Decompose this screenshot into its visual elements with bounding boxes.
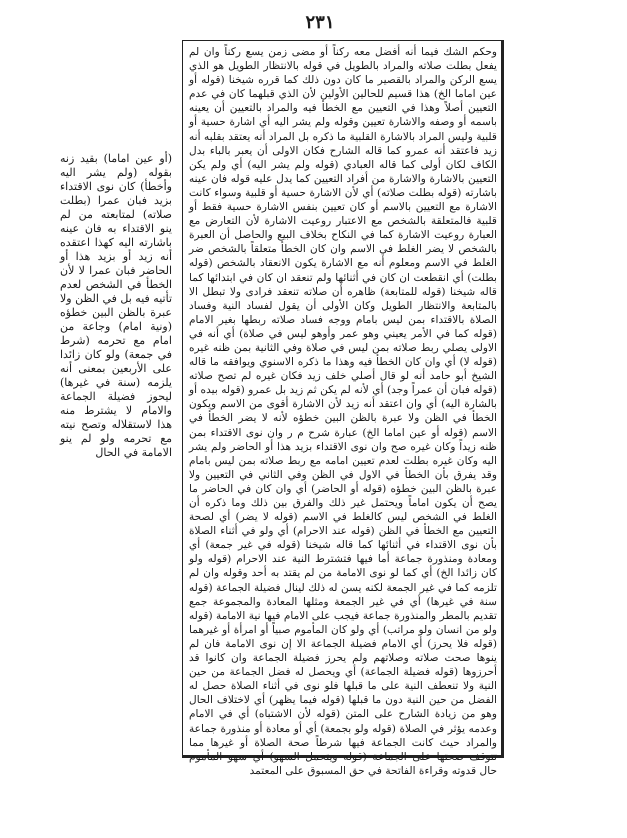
commentary-paragraph: وحكم الشك فيما أنه أفضل معه ركناً أو مضى زمن يسع ركناً وان لم يفعل بطلت صلاته والمراد بالطويل في قوله بالانتظار الطويل هو الذي يسع الركن والمراد بالقصير ما كان دون ذلك كما قرره شيخنا (قوله أو عين اماما الخ) هذا قسيم للحالين الأولين لأن الذي قبلهما كان في عدم التعيين أصلاً وهذا في التعيين مع الخطأ فيه والمراد بالتعيين أن يعينه باسمه أو وصفه والاشارة تعيين وقوله ولم يشر اليه أي اشارة حسية أو قلبية وليس المراد بالاشارة القلبية ما ذكره بل المراد أنه يعتقد بقلبه أنه زيد فاعتقد أنه عمرو كما قاله الشارح فكان الاولى أن يعبر بالباء بدل الكاف لكان أولى كما قاله العبادي (قوله ولم يشر اليه) أي ولم يكن التعيين بالاشارة والاشارة من أفراد التعيين كما يدل عليه قوله فان عينه باشارته (قوله بطلت صلاته) أي لأن الاشارة حسية أو قلبية وسواء كانت الاشارة مع التعيين بالاسم أو كان تعيين بنفس الاشارة حسية فقط أو قلبية فالمتعلقة بالشخص مع الاعتبار روعيت الاشارة لأن التعارض مع العبارة روعيت الاشارة كما في النكاح بخلاف البيع والحاصل أن العبرة بالشخص لا يضر الغلط في الاسم وان كان الخطأ متعلقاً بالشخص ضر الغلط في الاسم ومعلوم أنه مع الاشارة يكون الانعقاد بالشخص (قوله بطلت) أي انقطعت ان كان في أثنائها ولم تنعقد ان كان في ابتدائها كما قاله شيخنا (قوله للمتابعة) ظاهره أن صلاته تنعقد فرادى ولا تبطل الا بالمتابعة والانتظار الطويل وكان الأولى أن يقول لفساد النية وفساد الصلاة بالاقتداء بمن ليس بامام ووجه فساد صلاته ربطها بغير الامام (قوله كما في الأمر يعيني وهو عمر وأوهو ليس في صلاة) أي أنه في الاولى يصلي ربط صلاته بمن ليس في صلاة وفي الثانية بمن ظنه غيره (قوله لا) أي وان كان الخطأ فيه وهذا ما ذكره الاسنوي ويوافقه ما قاله الشيخ أبو حامد أنه لو قال أصلي خلف زيد فكان غيره لم تصح صلاته (قوله فبان أن عمراً وجد) أي لأنه لم يكن ثم زيد بل عمرو (قوله بيده أو بالشارة اليه) أي وان اعتقد أنه زيد لأن الاشارة أقوى من الاسم ويكون الخطأ في الظن ولا عبرة بالظن البين خطؤه لأنه لا يضر الخطأ في الاسم (قوله أو عين اماما الخ) عبارة شرح م ر وان نوى الاقتداء بمن ظنه زيداً وكان غيره صح وان نوى الاقتداء بزيد هذا أو الحاضر ولم يشر اليه وكان غيره بطلت لعدم تعيين امامه مع ربط صلاته بمن ليس بامام وقد يفرق بأن الخطأ في الاول في الظن وفي الثاني في التعيين ولا عبرة بالظن البين خطؤه (قوله أو الحاضر) أي وان كان في الحاضر ما يصح أن يكون اماماً ويحتمل غير ذلك والفرق بين ذلك وما ذكره أن الغلط في الشخص ليس كالغلط في الاسم (قوله لا يضر) أي لصحة التعيين مع الخطأ في الظن (قوله عند الاحرام) أي ولو في أثناء الصلاة بأن نوى الاقتداء في أثنائها كما قاله شيخنا (قوله في غير جمعة) أي ومعادة ومنذورة جماعة أما فيها فتشترط النية عند الاحرام (قوله ولو كان زائدا الخ) أي كما لو نوى الامامة من لم يقتد به أحد وقوله وان لم تلزمه كما في غير الجمعة لكنه يسن له ذلك لينال فضيلة الجماعة (قوله سنة في غيرها) أي في غير الجمعة ومثلها المعادة والمجموعة جمع تقديم بالمطر والمنذورة جماعة فيجب على الامام فيها نية الامامة (قوله ولو من انسان ولو مراتب) أي ولو كان المأموم صبياً أو امرأة أو غيرهما (قوله فلا يحرز) أي الامام فضيلة الجماعة الا إن نوى الامامة فان لم ينوها صحت صلاته وصلاتهم ولم يحرز فضيلة الجماعة وان كانوا قد أحرزوها (قوله فضيلة الجماعة) أي ويحصل له فضل الجماعة من حين النية ولا تنعطف النية على ما قبلها فلو نوى في أثناء الصلاة حصل له الفضل من حين النية دون ما قبلها (قوله فيما يظهر) أي لاختلاف الحال وهو من زيادة الشارح على المتن (قوله لأن الاشتباه) أي في الامام وعدمه يؤثر في الصلاة (قوله ولو بجمعة) أي أو معادة أو منذورة جماعة والمراد حيث كانت الجماعة فيها شرطاً صحة الصلاة أو غيرها مما تتوقف صحتها على الجماعة (قوله ويتحمل السهو) أي سهو المأموم حال قدوته وقراءة الفاتحة في حق المسبوق على المعتمد [189,46,497,777]
main-text-frame [182,40,504,777]
margin-note-text: (أو عين اماما) بقيد زنه بقوله (ولم يشر اليه وأخطأ) كان نوى الاقتداء بزيد فبان عمرا (بطلت صلاته) لمتابعته من لم ينو الاقتداء به فان عينه باشارته اليه كهذا اعتقده أنه زيد أو بزيد هذا أو الحاضر فبان عمرا لا لأن الخطأ في الشخص لعدم تأتيه فيه بل في الظن ولا عبرة بالظن البين خطؤه (ونية امام) وجاعة من امام مع تحرمه (شرط في جمعة) ولو كان زائدا على الأربعين بمعنى أنه يلزمه (سنة في غيرها) ليحوز فضيلة الجماعة والامام لا يشترط منه هذا لاستقلاله وتصح نيته مع تحرمه ولو لم ينو الامامة في الحال [60,152,172,459]
margin-note-column [60,152,172,652]
page-number: ٢٣١ [305,12,335,33]
commentary-body [189,45,497,778]
